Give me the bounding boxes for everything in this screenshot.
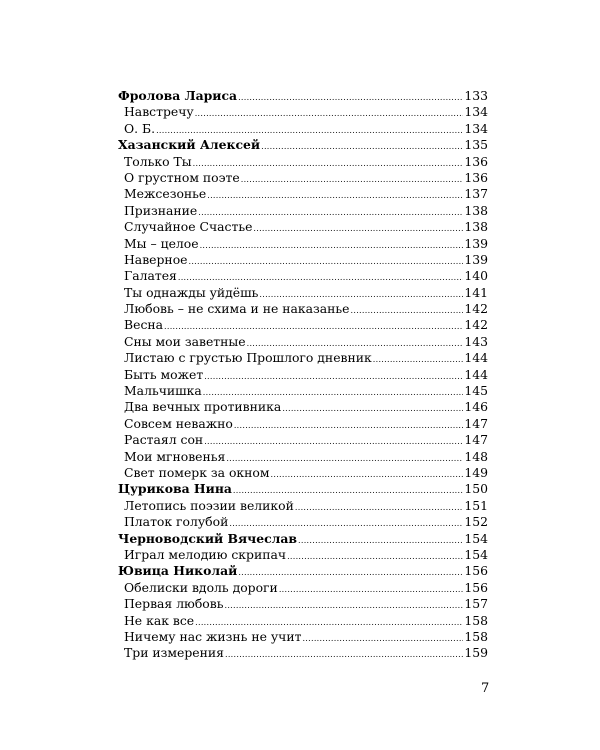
toc-author-entry <box>118 88 488 104</box>
poem-title: Сны мои заветные <box>124 333 246 349</box>
dot-leader <box>200 238 464 254</box>
poem-title: О. Б. <box>124 120 156 136</box>
toc-page-number: 136 <box>464 153 488 169</box>
dot-leader <box>287 549 463 565</box>
dot-leader <box>204 434 463 450</box>
toc-poem-entry <box>118 449 488 465</box>
dot-leader <box>279 582 464 598</box>
toc-page-number: 144 <box>464 350 488 366</box>
poem-title: Межсезонье <box>124 186 207 202</box>
dot-leader <box>373 352 464 368</box>
toc-page-number: 146 <box>464 399 488 415</box>
dot-leader <box>302 631 463 647</box>
toc-poem-entry <box>118 596 488 612</box>
dot-leader <box>207 188 463 204</box>
poem-title: Играл мелодию скрипач <box>124 546 287 562</box>
author-name: Ювица Николай <box>118 563 238 579</box>
toc-page-number: 147 <box>464 432 488 448</box>
toc-poem-entry <box>118 203 488 219</box>
dot-leader <box>282 401 463 417</box>
author-name: Черноводский Вячеслав <box>118 530 298 546</box>
toc-page-number: 152 <box>464 514 488 530</box>
toc-page-number: 147 <box>464 415 488 431</box>
toc-poem-entry <box>118 399 488 415</box>
toc-poem-entry <box>118 268 488 284</box>
toc-page-number: 154 <box>464 546 488 562</box>
toc-page-number: 138 <box>464 219 488 235</box>
dot-leader <box>241 172 464 188</box>
toc-poem-entry <box>118 580 488 596</box>
dot-leader <box>234 418 464 434</box>
dot-leader <box>253 221 463 237</box>
toc-poem-entry <box>118 465 488 481</box>
toc-poem-entry <box>118 416 488 432</box>
poem-title: Быть может <box>124 366 204 382</box>
toc-page-number: 144 <box>464 366 488 382</box>
poem-title: Первая любовь <box>124 596 224 612</box>
poem-title: Платок голубой <box>124 514 229 530</box>
toc-page-number: 158 <box>464 628 488 644</box>
dot-leader <box>225 598 464 614</box>
poem-title: Три измерения <box>124 645 224 661</box>
toc-poem-entry <box>118 104 488 120</box>
toc-page-number: 150 <box>464 481 488 497</box>
dot-leader <box>225 647 463 663</box>
poem-title: О грустном поэте <box>124 169 240 185</box>
toc-poem-entry <box>118 350 488 366</box>
toc-poem-entry <box>118 236 488 252</box>
toc-poem-entry <box>118 334 488 350</box>
toc-poem-entry <box>118 154 488 170</box>
toc-page-number: 145 <box>464 383 488 399</box>
poem-title: Мальчишка <box>124 383 202 399</box>
toc-poem-entry <box>118 301 488 317</box>
dot-leader <box>295 500 463 516</box>
toc-page-number: 139 <box>464 235 488 251</box>
toc-poem-entry <box>118 629 488 645</box>
toc-author-entry <box>118 481 488 497</box>
author-name: Хазанский Алексей <box>118 137 261 153</box>
poem-title: Растаял сон <box>124 432 204 448</box>
toc-page-number: 158 <box>464 612 488 628</box>
toc-page-number: 154 <box>464 530 488 546</box>
poem-title: Два вечных противника <box>124 399 282 415</box>
toc-author-entry <box>118 563 488 579</box>
toc-poem-entry <box>118 317 488 333</box>
table-of-contents <box>118 88 488 662</box>
toc-page-number: 156 <box>464 563 488 579</box>
toc-page-number: 136 <box>464 169 488 185</box>
toc-poem-entry <box>118 645 488 661</box>
poem-title: Совсем неважно <box>124 415 233 431</box>
toc-poem-entry <box>118 432 488 448</box>
toc-page-number: 156 <box>464 579 488 595</box>
poem-title: Обелиски вдоль дороги <box>124 579 278 595</box>
toc-author-entry <box>118 137 488 153</box>
toc-poem-entry <box>118 252 488 268</box>
toc-poem-entry <box>118 170 488 186</box>
toc-poem-entry <box>118 383 488 399</box>
poem-title: Признание <box>124 202 198 218</box>
toc-author-entry <box>118 531 488 547</box>
poem-title: Только Ты <box>124 153 192 169</box>
toc-poem-entry <box>118 186 488 202</box>
toc-poem-entry <box>118 498 488 514</box>
toc-page-number: 140 <box>464 268 488 284</box>
toc-page-number: 148 <box>464 448 488 464</box>
poem-title: Весна <box>124 317 164 333</box>
toc-poem-entry <box>118 121 488 137</box>
toc-page-number: 133 <box>464 88 488 103</box>
poem-title: Наверное <box>124 251 188 267</box>
toc-poem-entry <box>118 547 488 563</box>
toc-page-number: 159 <box>464 645 488 661</box>
poem-title: Мы – целое <box>124 235 199 251</box>
author-name: Фролова Лариса <box>118 88 238 103</box>
toc-page-number: 134 <box>464 120 488 136</box>
dot-leader <box>351 303 464 319</box>
dot-leader <box>298 533 463 549</box>
toc-page-number: 135 <box>464 137 488 153</box>
toc-page-number: 143 <box>464 333 488 349</box>
dot-leader <box>261 139 463 155</box>
dot-leader <box>188 254 463 270</box>
dot-leader <box>195 106 464 122</box>
toc-poem-entry <box>118 613 488 629</box>
poem-title: Ты однажды уйдёшь <box>124 284 259 300</box>
toc-poem-entry <box>118 285 488 301</box>
poem-title: Летопись поэзии великой <box>124 497 294 513</box>
toc-page-number: 149 <box>464 464 488 480</box>
poem-title: Навстречу <box>124 104 194 120</box>
toc-page-number: 157 <box>464 596 488 612</box>
toc-page-number: 139 <box>464 251 488 267</box>
toc-poem-entry <box>118 367 488 383</box>
poem-title: Листаю с грустью Прошлого дневник <box>124 350 372 366</box>
toc-poem-entry <box>118 514 488 530</box>
toc-page-number: 137 <box>464 186 488 202</box>
poem-title: Не как все <box>124 612 195 628</box>
dot-leader <box>238 90 463 106</box>
poem-title: Свет померк за окном <box>124 464 270 480</box>
toc-page-number: 151 <box>464 497 488 513</box>
toc-page-number: 142 <box>464 317 488 333</box>
poem-title: Галатея <box>124 268 177 284</box>
toc-page-number: 141 <box>464 284 488 300</box>
poem-title: Любовь – не схима и не наказанье <box>124 301 350 317</box>
toc-poem-entry <box>118 219 488 235</box>
toc-page-number: 134 <box>464 104 488 120</box>
poem-title: Случайное Счастье <box>124 219 253 235</box>
dot-leader <box>204 369 463 385</box>
toc-page-number: 142 <box>464 301 488 317</box>
author-name: Цурикова Нина <box>118 481 232 497</box>
poem-title: Мои мгновенья <box>124 448 226 464</box>
poem-title: Ничему нас жизнь не учит <box>124 628 302 644</box>
page-number: 7 <box>481 681 490 696</box>
toc-page-number: 138 <box>464 202 488 218</box>
dot-leader <box>271 467 464 483</box>
